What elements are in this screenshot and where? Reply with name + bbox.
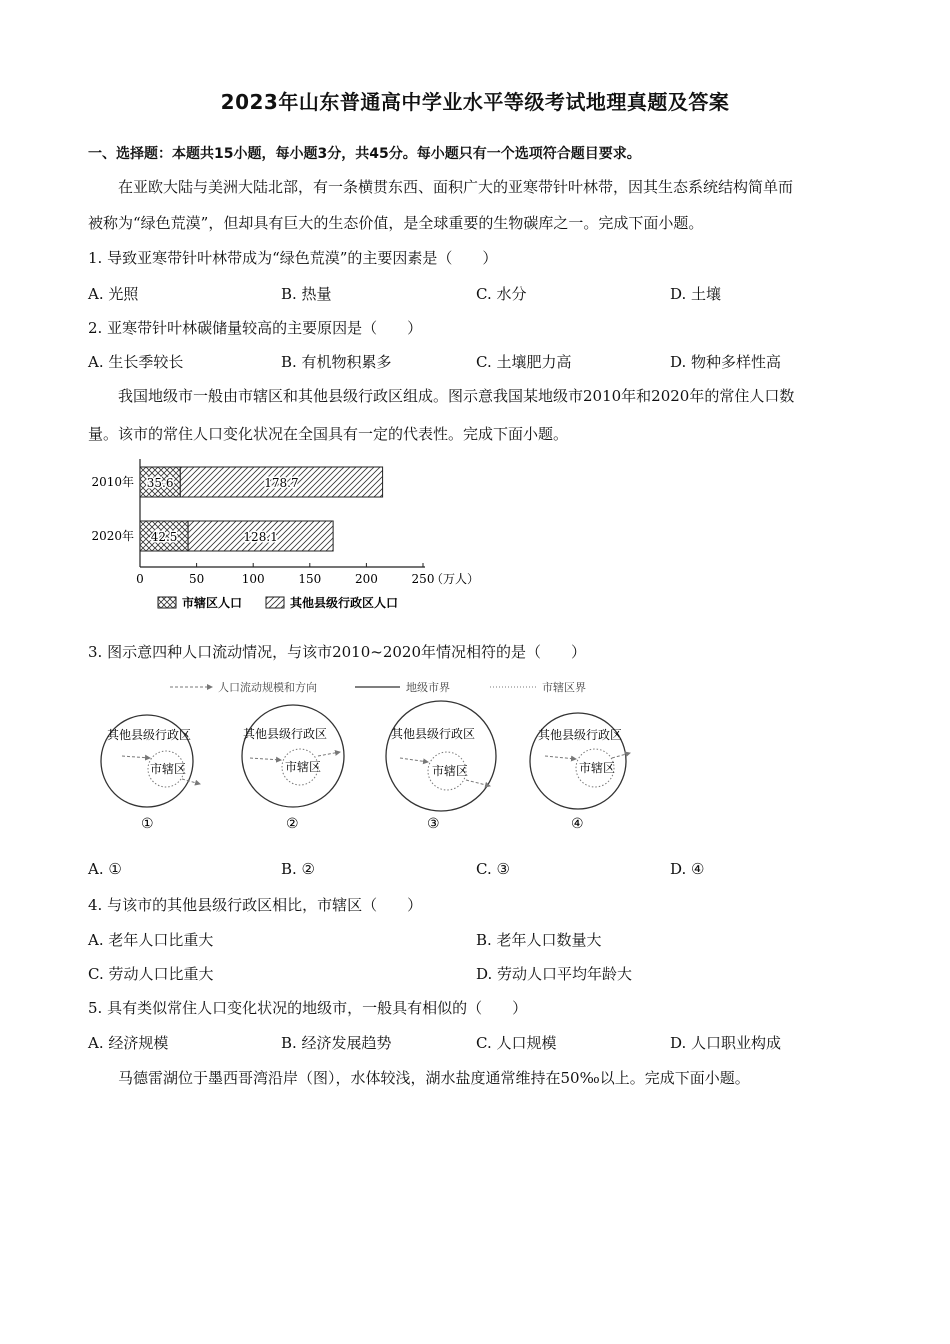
q1-option-b[interactable]: B. 热量 [281,285,332,303]
q4-option-d[interactable]: D. 劳动人口平均年龄大 [476,965,633,983]
legend-label: 其他县级行政区人口 [290,596,399,610]
q3-option-b[interactable]: B. ② [281,860,316,878]
legend-label: 市辖区人口 [182,596,243,610]
q5-option-c[interactable]: C. 人口规模 [476,1034,557,1052]
q1-option-a[interactable]: A. 光照 [88,285,139,303]
legend-swatch [158,597,176,608]
chart-bars [140,467,383,551]
legend-city-boundary-label: 地级市界 [406,681,450,694]
x-tick-label: 150 [298,572,322,586]
question-4-stem: 4. 与该市的其他县级行政区相比，市辖区（ ） [88,896,423,914]
diagram-2-number: ② [286,816,299,832]
q5-option-a[interactable]: A. 经济规模 [88,1034,169,1052]
diagram-1 [101,715,200,832]
section-heading: 一、选择题：本题共15小题，每小题3分，共45分。每小题只有一个选项符合题目要求。 [88,146,641,162]
q2-option-a[interactable]: A. 生长季较长 [88,353,184,371]
diagram-2 [242,705,344,832]
category-label: 2010年 [91,475,134,489]
data-label: 35.6 [146,476,174,490]
q3-option-d[interactable]: D. ④ [670,860,705,878]
passage-1-line-1: 在亚欧大陆与美洲大陆北部，有一条横贯东西、面积广大的亚寒带针叶林带，因其生态系统结构简单而 [118,178,794,196]
question-5-stem: 5. 具有类似常住人口变化状况的地级市，一般具有相似的（ ） [88,999,528,1017]
passage-3: 马德雷湖位于墨西哥湾沿岸（图），水体较浅，湖水盐度通常维持在50‰以上。完成下面小题。 [118,1069,750,1087]
page-title: 2023年山东普通高中学业水平等级考试地理真题及答案 [220,90,730,114]
diagram-4-outer-label: 其他县级行政区 [538,728,623,742]
x-tick-label: 50 [188,572,205,586]
diagram-1-inner-label: 市辖区 [150,762,187,776]
q2-option-b[interactable]: B. 有机物积累多 [281,353,392,371]
diagram-4-inner-label: 市辖区 [579,761,616,775]
data-label: 42.5 [150,530,178,544]
q4-option-a[interactable]: A. 老年人口比重大 [88,931,214,949]
legend-district-boundary-label: 市辖区界 [542,681,586,694]
q2-option-d[interactable]: D. 物种多样性高 [670,353,782,371]
x-tick-label: 0 [136,572,144,586]
migration-diagrams [100,676,660,836]
diagram-1-number: ① [141,816,154,832]
x-tick-label: 200 [354,572,378,586]
x-tick-label: 100 [241,572,265,586]
q5-option-d[interactable]: D. 人口职业构成 [670,1034,782,1052]
legend-swatch [266,597,284,608]
question-2-stem: 2. 亚寒带针叶林碳储量较高的主要原因是（ ） [88,319,423,337]
legend-flow-label: 人口流动规模和方向 [218,681,317,694]
diagram-2-inner-label: 市辖区 [285,760,322,774]
q4-option-c[interactable]: C. 劳动人口比重大 [88,965,214,983]
q1-option-d[interactable]: D. 土壤 [670,285,722,303]
passage-2-line-2: 量。该市的常住人口变化状况在全国具有一定的代表性。完成下面小题。 [88,425,569,443]
x-axis-unit: （万人） [431,572,480,586]
q5-option-b[interactable]: B. 经济发展趋势 [281,1034,392,1052]
diagram-3-outer-label: 其他县级行政区 [391,727,476,741]
chart-legend [158,595,398,610]
category-label: 2020年 [91,529,134,543]
q3-option-c[interactable]: C. ③ [476,860,510,878]
data-label: 128.1 [243,530,278,544]
diagram-3-number: ③ [427,816,440,832]
passage-1-line-2: 被称为“绿色荒漠”，但却具有巨大的生态价值，是全球重要的生物碳库之一。完成下面小题。 [88,214,704,232]
q2-option-c[interactable]: C. 土壤肥力高 [476,353,572,371]
diagram-4 [530,713,630,832]
population-bar-chart [80,455,500,620]
diagram-4-number: ④ [571,816,584,832]
q1-option-c[interactable]: C. 水分 [476,285,527,303]
x-tick-label: 250 [411,572,435,586]
q4-option-b[interactable]: B. 老年人口数量大 [476,931,602,949]
diagram-legend [170,680,586,694]
question-3-stem: 3. 图示意四种人口流动情况，与该市2010~2020年情况相符的是（ ） [88,643,586,661]
diagram-2-outer-label: 其他县级行政区 [243,727,328,741]
q3-option-a[interactable]: A. ① [88,860,122,878]
diagram-3-inner-label: 市辖区 [432,764,469,778]
data-label: 178.7 [264,476,299,490]
passage-2-line-1: 我国地级市一般由市辖区和其他县级行政区组成。图示意我国某地级市2010年和2020年的常住人口数 [118,387,795,405]
diagram-3 [386,701,496,832]
question-1-stem: 1. 导致亚寒带针叶林带成为“绿色荒漠”的主要因素是（ ） [88,249,498,267]
diagram-1-outer-label: 其他县级行政区 [107,728,192,742]
